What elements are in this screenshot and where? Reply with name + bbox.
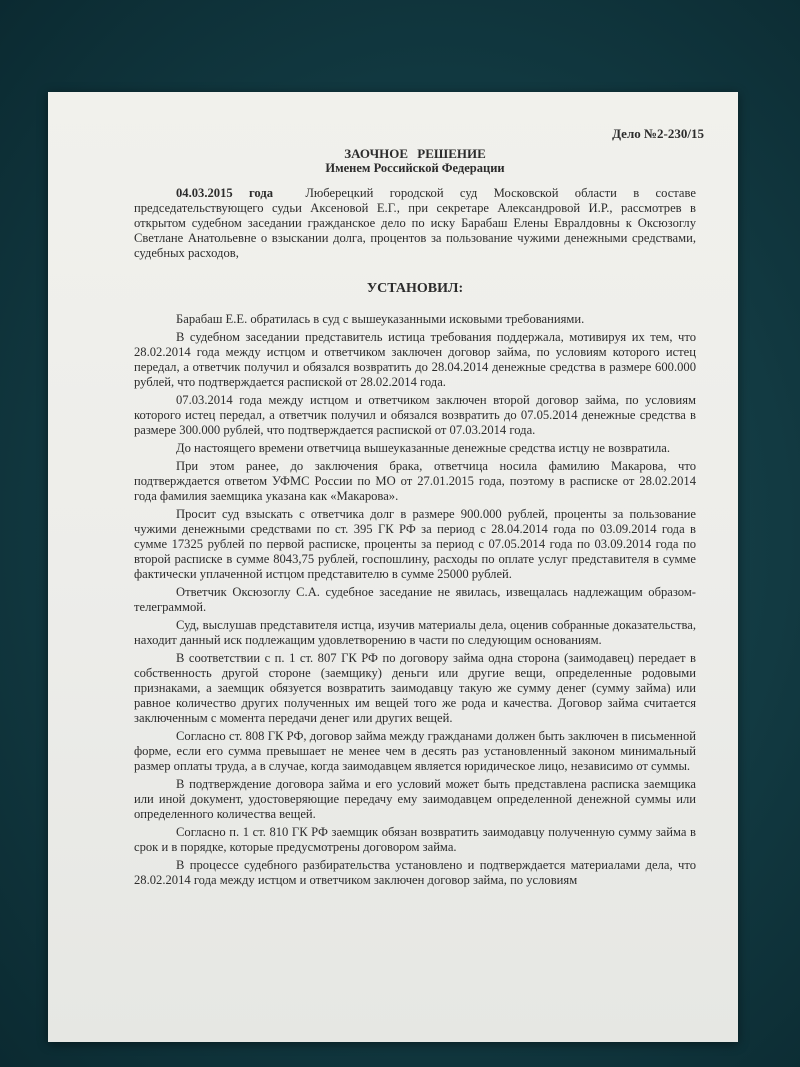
intro-paragraph (134, 186, 696, 261)
paragraph-1: Барабаш Е.Е. обратилась в суд с вышеуказанными исковыми требованиями. (176, 312, 585, 326)
paragraph-9: В соответствии с п. 1 ст. 807 ГК РФ по договору займа одна сторона (заимодавец) передает в собственность другой стороне (заемщику) деньги или другие вещи, определенные родовыми признаками, а заемщик обязуется возвратить заимодавцу такую же сумму денег (сумму займа) или равное количество других полученных им вещей того же рода и качества. Договор займа считается заключенным с момента передачи денег или других вещей. (134, 651, 696, 725)
case-number: Дело №2-230/15 (612, 126, 704, 141)
paragraph-11: В подтверждение договора займа и его условий может быть представлена расписка заемщика или иной документ, удостоверяющие передачу ему заимодавцем определенной денежной суммы или определенного количества вещей. (134, 777, 696, 821)
document-subtitle: Именем Российской Федерации (325, 161, 505, 175)
paragraph-3: 07.03.2014 года между истцом и ответчиком заключен второй договор займа, по условиям которого истец передал, а ответчик получил и обязался возвратить до 07.05.2014 денежные средства в размере 300.000 рублей, что подтверждается распиской от 07.03.2014 года. (134, 393, 696, 437)
document-page (48, 92, 738, 1042)
paragraph-12: Согласно п. 1 ст. 810 ГК РФ заемщик обязан возвратить заимодавцу полученную сумму займа в срок и в порядке, которые предусмотрены договором займа. (134, 825, 696, 854)
intro-text: Люберецкий городской суд Московской области в составе председательствующего судьи Аксеновой Е.Г., при секретаре Александровой И.Р., рассмотрев в открытом судебном заседании гражданское дело по иску Барабаш Елены Евралдовны к Оксюзоглу Светлане Анатольевне о взыскании долга, процентов за пользование чужими денежными средствами, судебных расходов, (134, 186, 696, 260)
paragraph-13: В процессе судебного разбирательства установлено и подтверждается материалами дела, что 28.02.2014 года между истцом и ответчиком заключен договор займа, по условиям (134, 858, 696, 887)
paragraph-10: Согласно ст. 808 ГК РФ, договор займа между гражданами должен быть заключен в письменной форме, если его сумма превышает не менее чем в десять раз установленный законом минимальный размер оплаты труда, а в случае, когда заимодавцем является юридическое лицо, независимо от суммы. (134, 729, 696, 773)
intro-date: 04.03.2015 года (176, 186, 274, 200)
paragraph-2: В судебном заседании представитель истица требования поддержала, мотивируя их тем, что 28.02.2014 года между истцом и ответчиком заключен договор займа, по условиям которого истец передал, а ответчик получил и обязался возвратить до 28.04.2014 денежные средства в размере 600.000 рублей, что подтверждается распиской от 28.02.2014 года. (134, 330, 696, 389)
body-text (134, 312, 696, 888)
paragraph-8: Суд, выслушав представителя истца, изучив материалы дела, оценив собранные доказательства, находит данный иск подлежащим удовлетворению в части по следующим основаниям. (134, 618, 696, 647)
paragraph-7: Ответчик Оксюзоглу С.А. судебное заседание не явилась, извещалась надлежащим образом- телеграммой. (134, 585, 696, 614)
paragraph-6: Просит суд взыскать с ответчика долг в размере 900.000 рублей, проценты за пользование чужими денежными средствами по ст. 395 ГК РФ за период с 28.04.2014 года по 03.09.2014 года в сумме 17325 рублей по первой расписке, проценты за период с 07.05.2014 года по 03.09.2014 года по второй расписке в сумме 8043,75 рублей, госпошлину, расходы по оплате услуг представителя в сумме фактически уплаченной истцом представителю в сумме 25000 рублей. (134, 507, 696, 581)
paragraph-4: До настоящего времени ответчица вышеуказанные денежные средства истцу не возвратила. (176, 441, 671, 455)
document-title: ЗАОЧНОЕ РЕШЕНИЕ (344, 146, 486, 161)
paragraph-5: При этом ранее, до заключения брака, ответчица носила фамилию Макарова, что подтверждается ответом УФМС России по МО от 27.01.2015 года, поэтому в расписке от 28.02.2014 года фамилия заемщика указана как «Макарова». (134, 459, 696, 503)
section-heading: УСТАНОВИЛ: (366, 281, 464, 296)
